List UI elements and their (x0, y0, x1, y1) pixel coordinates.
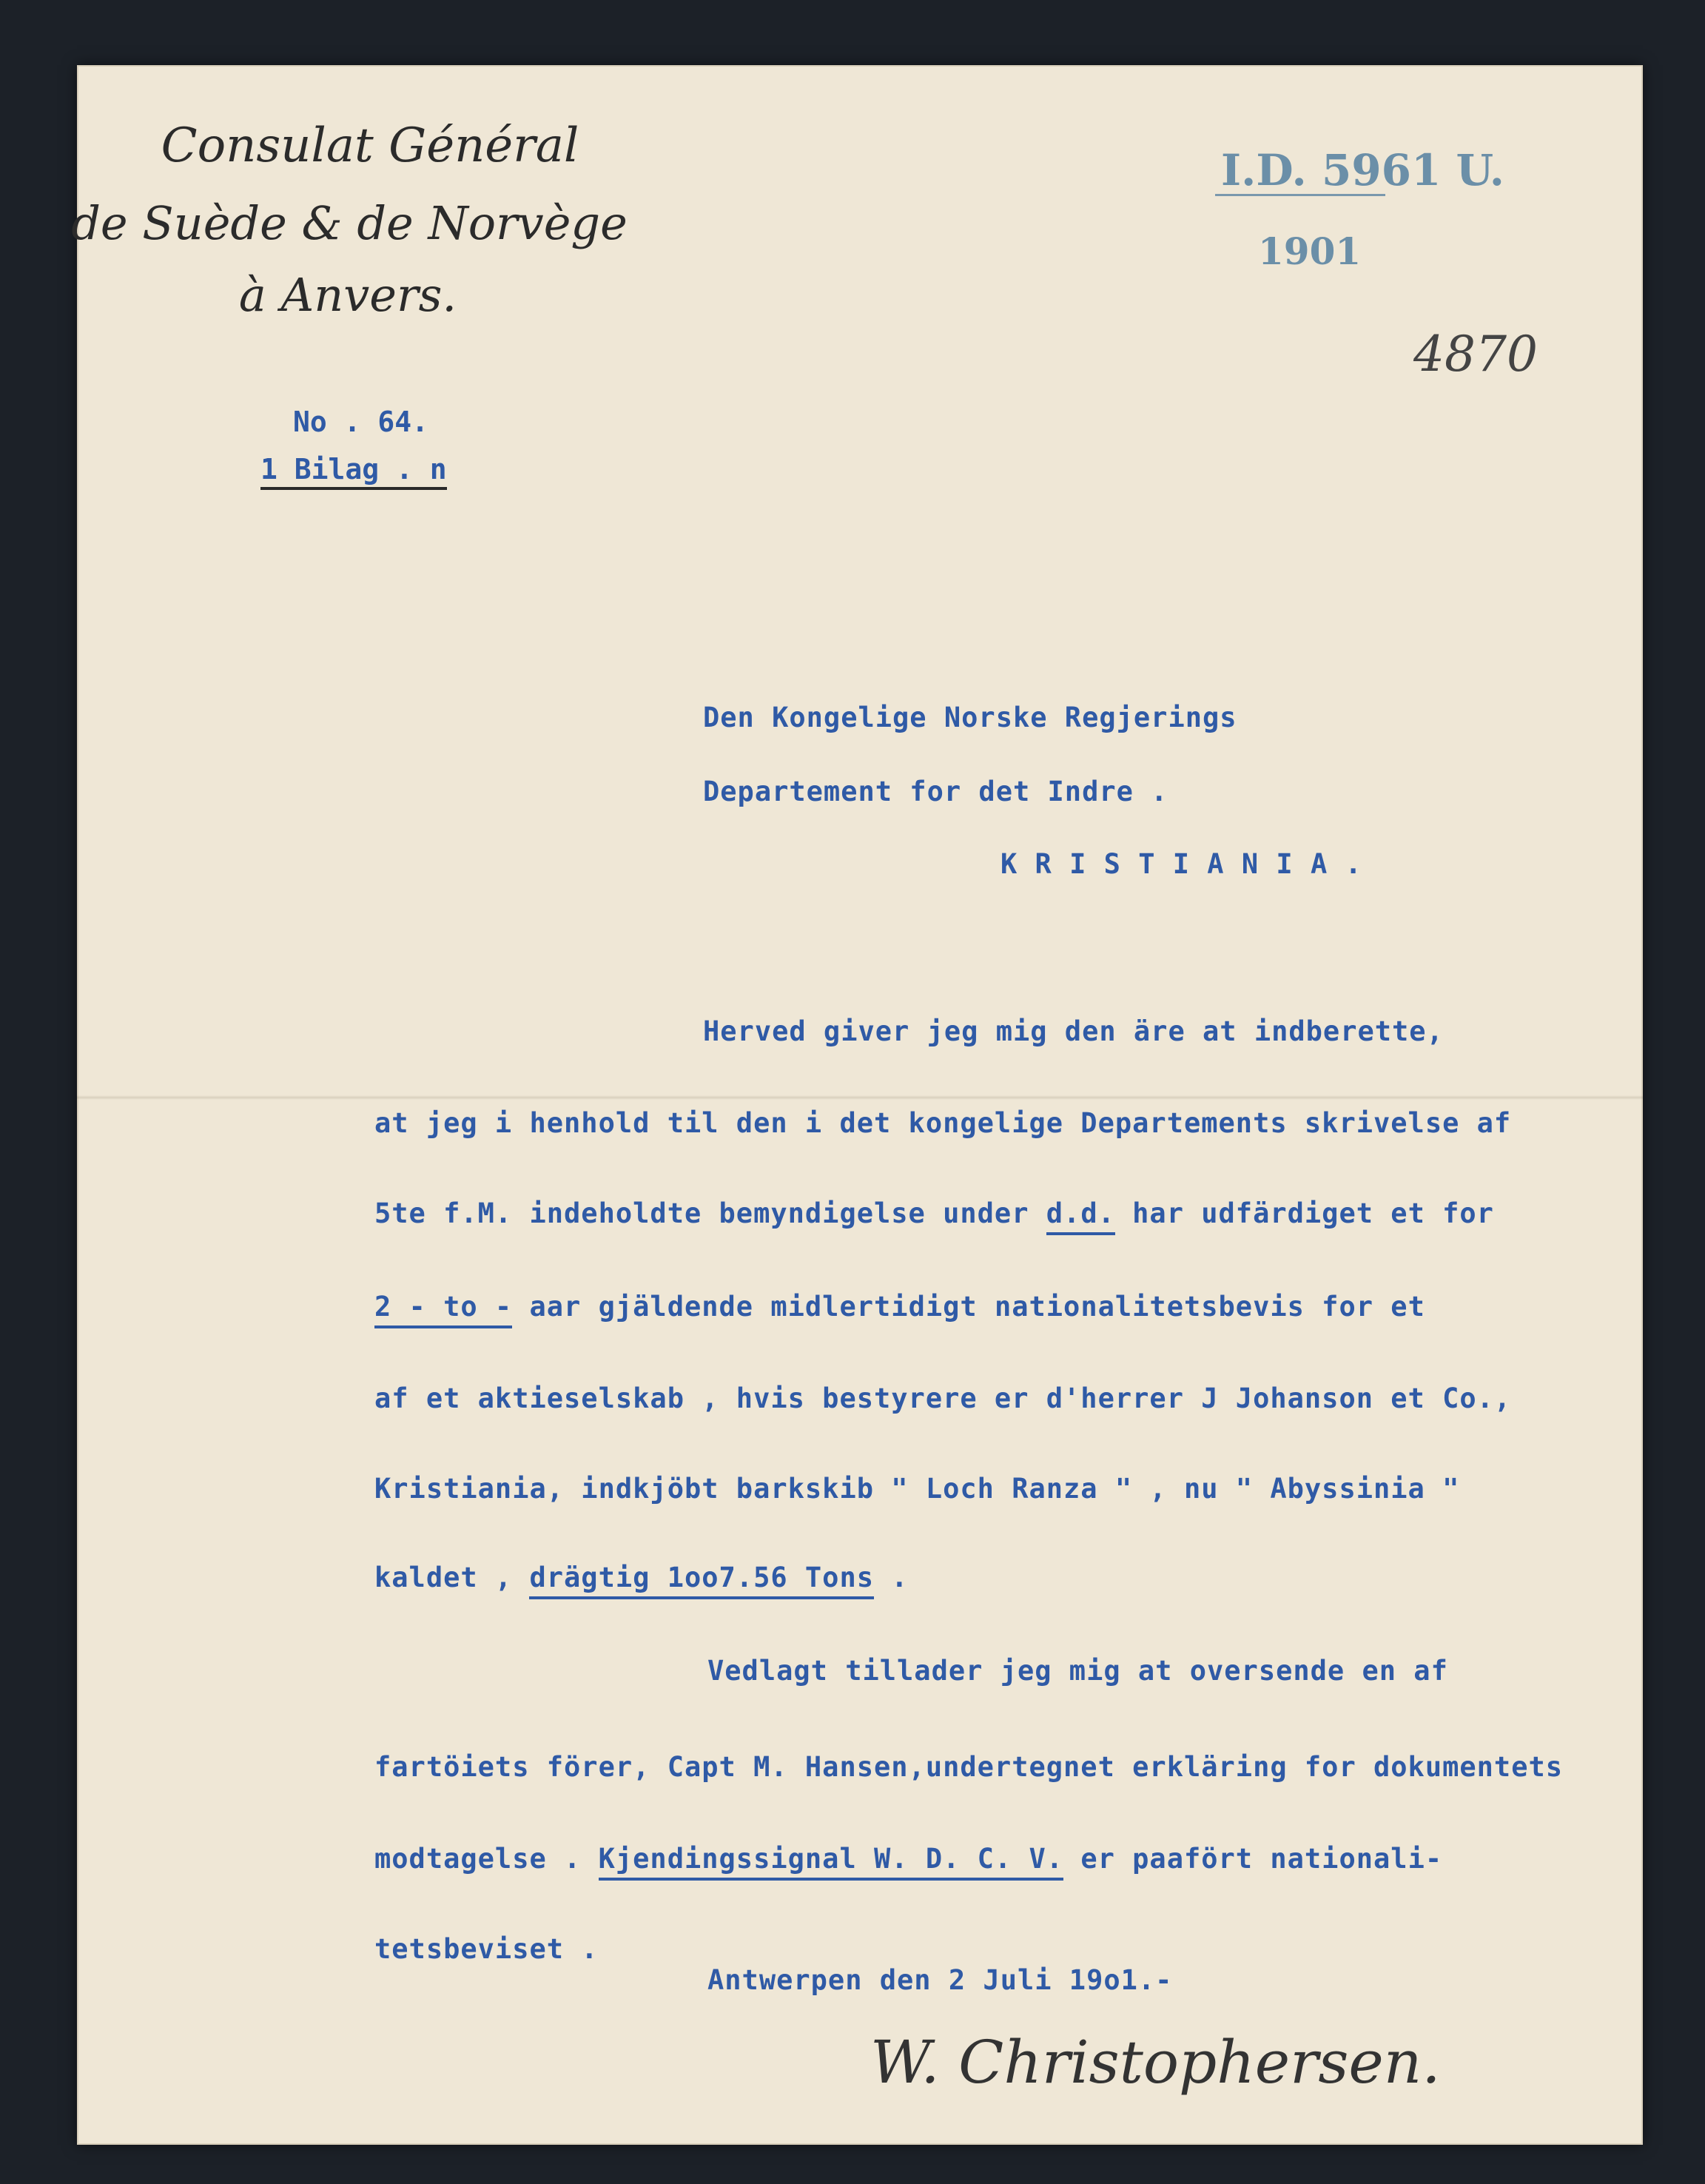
recipient-line-2: Departement for det Indre . (703, 776, 1168, 807)
body-line-2: at jeg i henhold til den i det kongelige Departements skrivelse af (374, 1107, 1512, 1139)
letterhead-line-2: de Suède & de Norvège (71, 196, 628, 250)
place-and-date: Antwerpen den 2 Juli 19o1.- (707, 1964, 1173, 1996)
letterhead-line-3: à Anvers. (238, 268, 457, 322)
letter-paper (77, 65, 1643, 2145)
signature: W. Christophersen. (870, 2028, 1441, 2097)
body-line-9: fartöiets förer, Capt M. Hansen,undertegnet erkläring for dokumentets (374, 1751, 1564, 1783)
letterhead-line-1: Consulat Général (161, 118, 579, 173)
reference-number: No . 64. (293, 406, 429, 438)
id-stamp: I.D. 5961 U. (1221, 145, 1505, 195)
body-line-8: Vedlagt tillader jeg mig at oversende en af (707, 1655, 1448, 1687)
stamp-year: 1901 (1258, 229, 1362, 273)
recipient-city: K R I S T I A N I A . (1001, 848, 1362, 880)
body-line-11: tetsbeviset . (374, 1933, 599, 1965)
body-line-5: af et aktieselskab , hvis bestyrere er d'herrer J Johanson et Co., (374, 1382, 1512, 1414)
body-line-4: 2 - to - aar gjäldende midlertidigt nationalitetsbevis for et (374, 1291, 1425, 1323)
body-line-10: modtagelse . Kjendingssignal W. D. C. V. er paafört nationali- (374, 1843, 1442, 1875)
fold-crease (77, 1095, 1643, 1100)
attachments-count: 1 Bilag . n (260, 453, 447, 490)
body-line-3: 5te f.M. indeholdte bemyndigelse under d.d. har udfärdiget et for (374, 1197, 1494, 1229)
body-line-1: Herved giver jeg mig den äre at indberette, (703, 1015, 1444, 1047)
body-line-6: Kristiania, indkjöbt barkskib " Loch Ranza " , nu " Abyssinia " (374, 1473, 1460, 1505)
stamp-divider (1215, 194, 1385, 196)
body-line-7: kaldet , drägtig 1oo7.56 Tons . (374, 1562, 909, 1593)
recipient-line-1: Den Kongelige Norske Regjerings (703, 702, 1237, 733)
handwritten-journal-number: 4870 (1413, 326, 1538, 383)
